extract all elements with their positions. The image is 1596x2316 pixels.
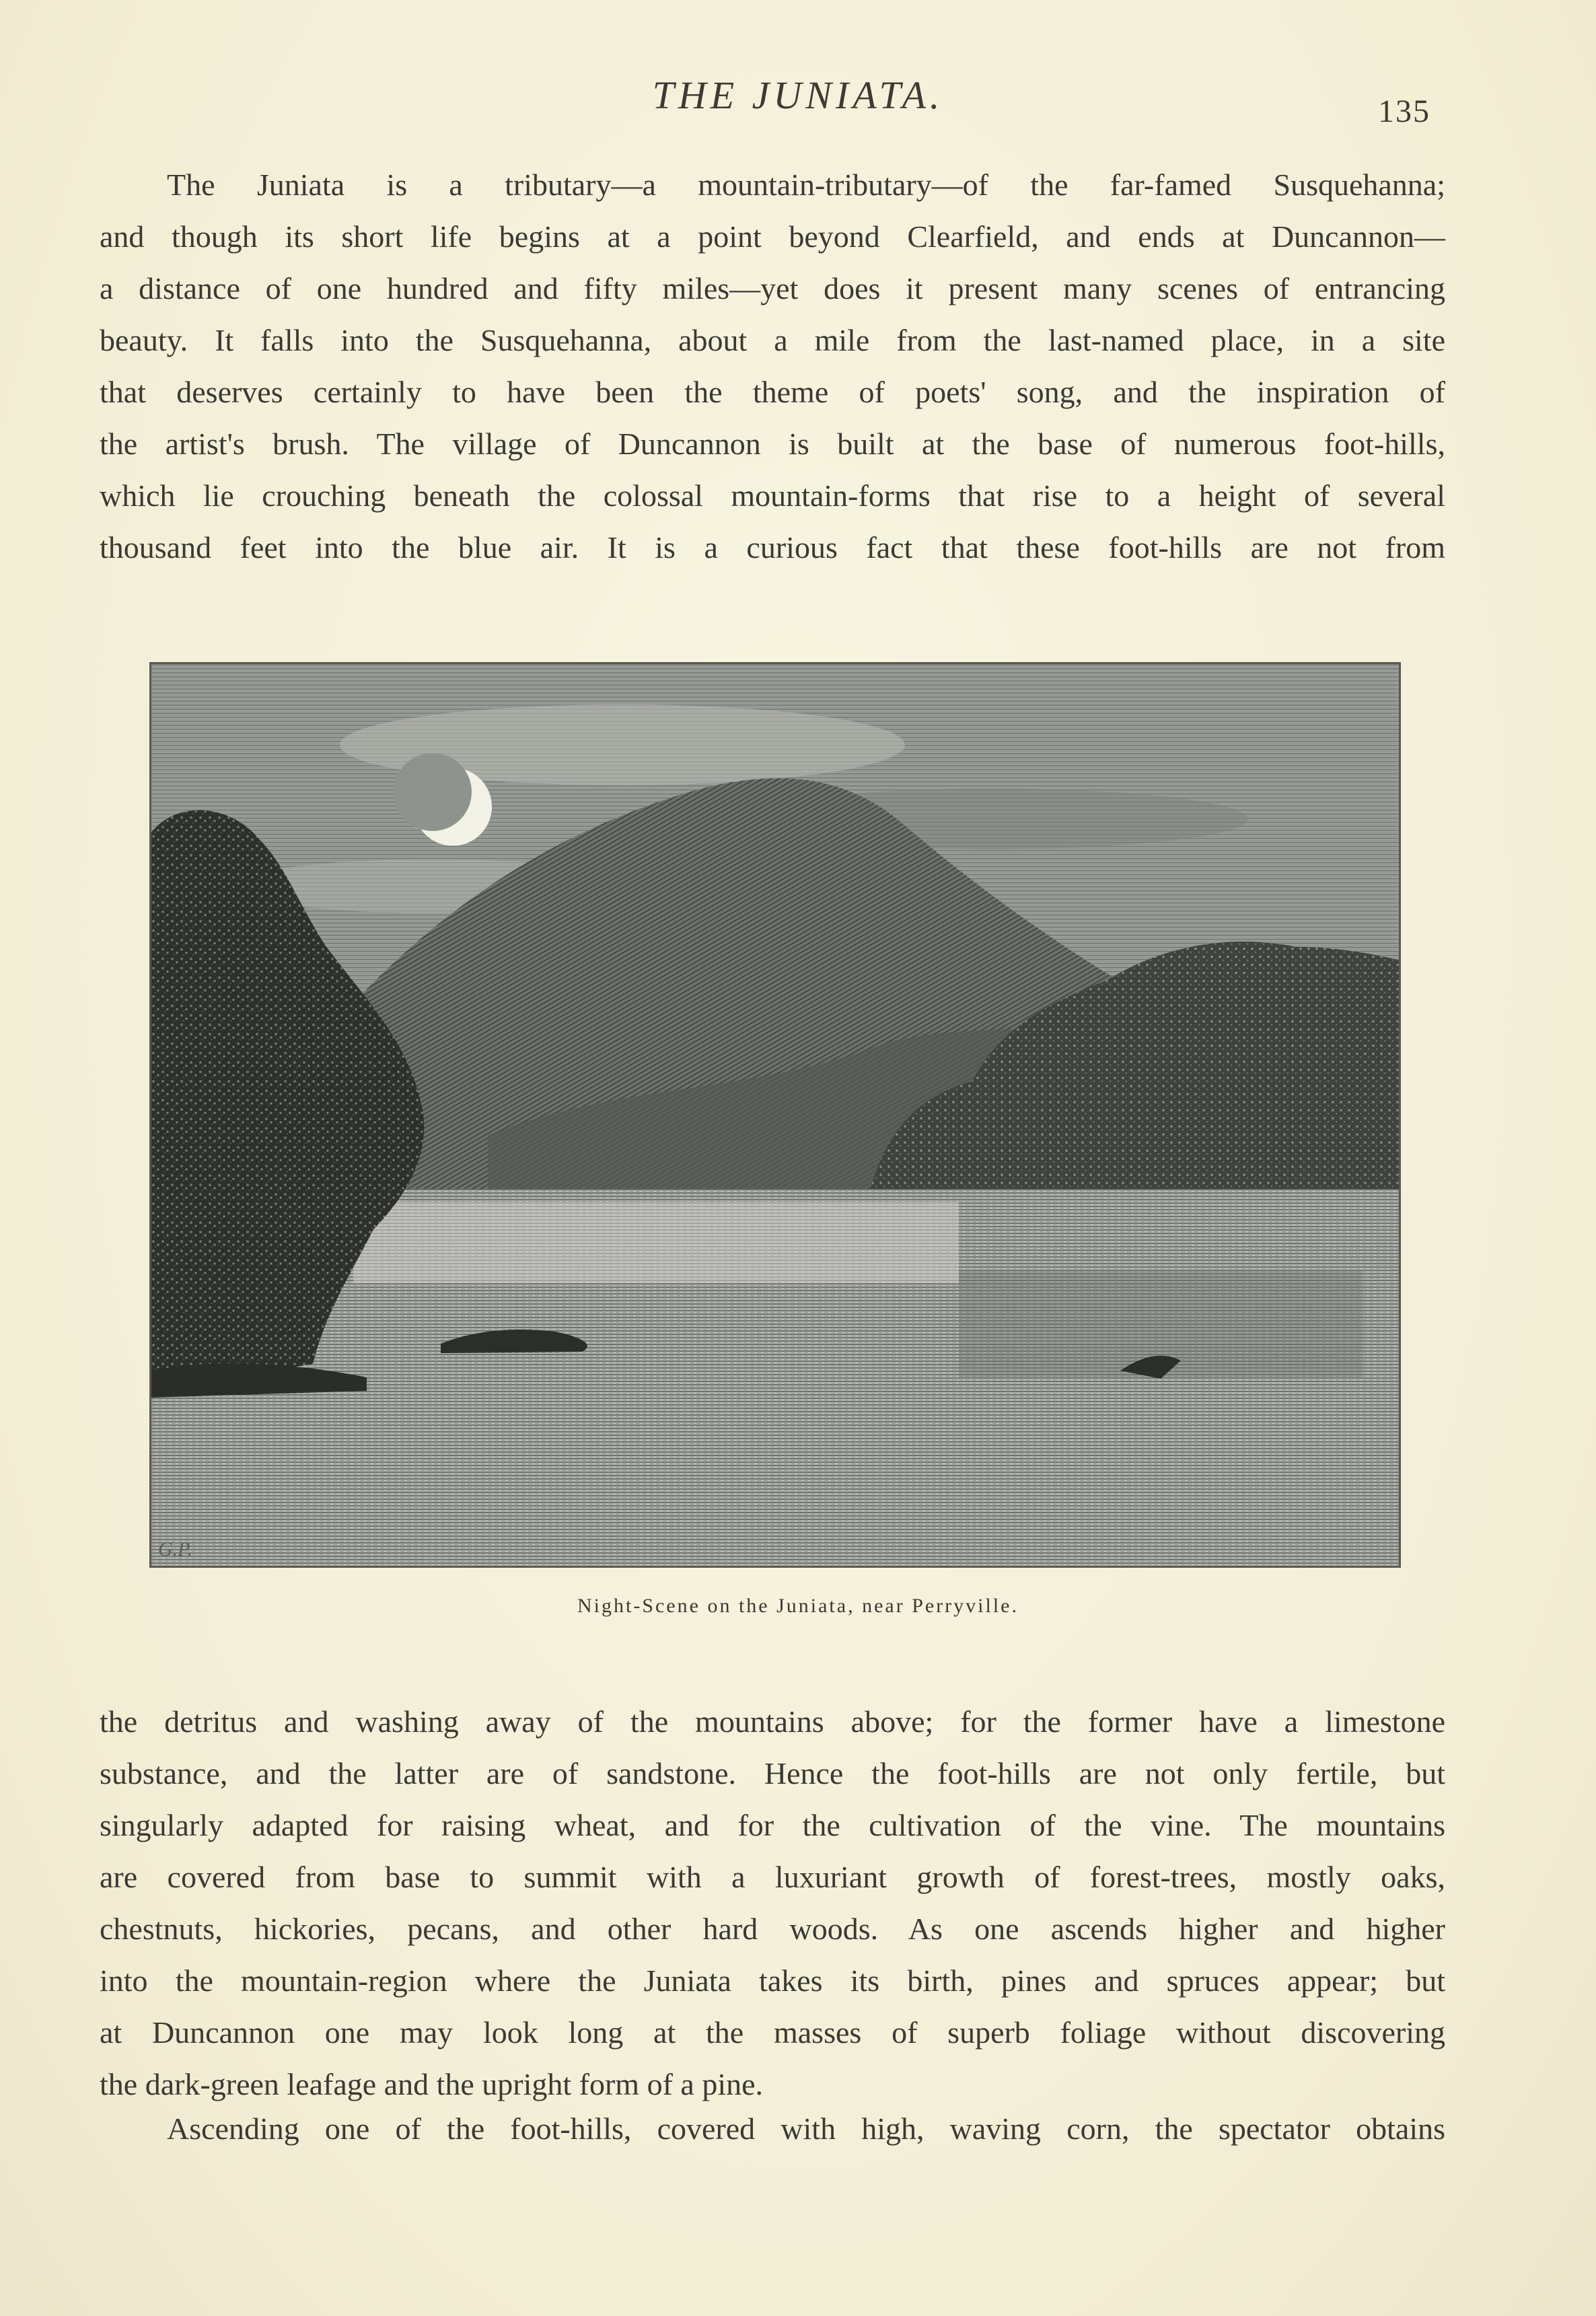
paragraph-1 (100, 159, 1445, 573)
text-line: into the mountain-region where the Juniata takes its birth, pines and spruces appear; but (100, 1963, 1445, 1998)
text-line: the dark-green leafage and the upright form of a pine. (100, 2067, 764, 2101)
text-line: chestnuts, hickories, pecans, and other hard woods. As one ascends higher and higher (100, 1912, 1445, 1946)
paragraph-2 (100, 1696, 1445, 2110)
text-line: that deserves certainly to have been the theme of poets' song, and the inspiration of (100, 375, 1445, 409)
text-line: the detritus and washing away of the mountains above; for the former have a limestone (100, 1704, 1445, 1739)
text-line: the artist's brush. The village of Duncannon is built at the base of numerous foot-hills, (100, 427, 1445, 461)
text-line: singularly adapted for raising wheat, and for the cultivation of the vine. The mountains (100, 1808, 1445, 1842)
text-line: and though its short life begins at a point beyond Clearfield, and ends at Duncannon— (100, 219, 1445, 254)
engraving-illustration (149, 662, 1401, 1568)
illustration-caption: Night-Scene on the Juniata, near Perryville. (577, 1595, 1019, 1617)
text-line: which lie crouching beneath the colossal mountain-forms that rise to a height of several (100, 478, 1445, 513)
paragraph-3 (100, 2103, 1445, 2155)
text-line: beauty. It falls into the Susquehanna, about a mile from the last-named place, in a site (100, 323, 1445, 357)
text-line: thousand feet into the blue air. It is a curious fact that these foot-hills are not from (100, 530, 1445, 565)
text-line: Ascending one of the foot-hills, covered with high, waving corn, the spectator obtains (167, 2111, 1445, 2146)
page-number: 135 (1378, 94, 1430, 129)
text-line: are covered from base to summit with a luxuriant growth of forest-trees, mostly oaks, (100, 1860, 1445, 1894)
night-scene-engraving (151, 664, 1399, 1566)
text-line: a distance of one hundred and fifty miles—yet does it present many scenes of entrancing (100, 271, 1445, 305)
text-line: The Juniata is a tributary—a mountain-tributary—of the far-famed Susquehanna; (167, 168, 1445, 202)
artist-signature: G.P. (158, 1538, 193, 1560)
text-line: substance, and the latter are of sandstone. Hence the foot-hills are not only fertile, but (100, 1756, 1445, 1790)
running-head: THE JUNIATA. (652, 73, 944, 117)
text-line: at Duncannon one may look long at the masses of superb foliage without discovering (100, 2015, 1445, 2050)
